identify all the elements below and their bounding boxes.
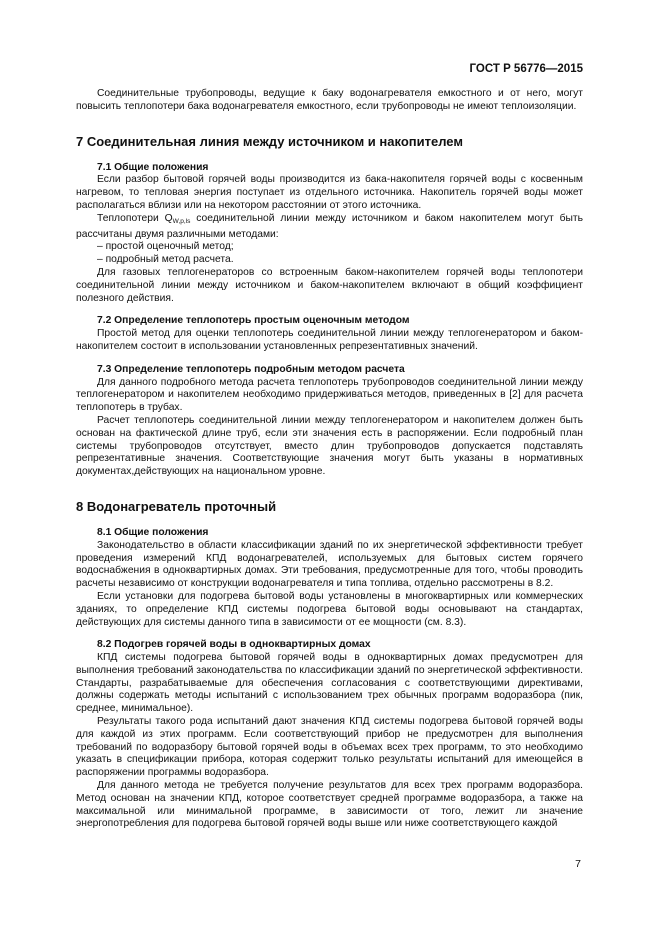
standard-header: ГОСТ Р 56776—2015 xyxy=(469,63,583,75)
section-7-title: 7 Соединительная линия между источником и накопителем xyxy=(76,133,463,149)
section-7-1-paragraph-3: Для газовых теплогенераторов со встроенным баком-накопителем горячей воды теплопотери соединительной линии между источником и баком-накопителем включают в общий коэффициент полезного действия. xyxy=(76,266,583,304)
section-7-1-paragraph-1: Если разбор бытовой горячей воды производится из бака-накопителя горячей воды с косвенным нагревом, то тепловая энергия поступает из отдельного источника. Накопитель горячей воды может располагаться вблизи или на некотором расстоянии от этого источника. xyxy=(76,174,583,211)
section-8-2-paragraph-1: КПД системы подогрева бытовой горячей воды в одноквартирных домах предусмотрен для выполнения требований законодательства по классификации зданий по энергетической эффективности. Стандарты, разрабатываемые для обеспечения согласования с соответствующими директивами, должны содержать методы испытаний с использованием трех обычных программ водоразбора (пик, среднее, минимальное). xyxy=(76,652,583,715)
section-8-1-title: 8.1 Общие положения xyxy=(97,526,209,538)
method-list-item-2: – подробный метод расчета. xyxy=(97,254,234,266)
heat-loss-text: соединительной линии между источником и баком накопителем могут быть рассчитаны двумя различными методами: xyxy=(76,212,583,240)
section-7-3-title: 7.3 Определение теплопотерь подробным методом расчета xyxy=(97,363,405,375)
section-8-2-paragraph-2: Результаты такого рода испытаний дают значения КПД системы подогрева бытовой горячей воды для каждой из этих программ. Если соответствующий прибор не предусмотрен для выполнения требований по водоразбору бытовой горячей воды в объемах всех трех программ, то это необходимо указать в спецификации прибора, которая содержит только результаты испытаний для имеющейся в распоряжении программы водоразбора. xyxy=(76,716,583,779)
heat-loss-subscript: W,p,ls xyxy=(172,217,191,225)
section-7-1-title: 7.1 Общие положения xyxy=(97,161,209,173)
intro-paragraph: Соединительные трубопроводы, ведущие к баку водонагревателя емкостного и от него, могут повысить теплопотери бака водонагревателя емкостного, если трубопроводы не имеют теплоизоляции. xyxy=(76,88,583,112)
section-7-3-paragraph-1: Для данного подробного метода расчета теплопотерь трубопроводов соединительной линии между теплогенератором и накопителем необходимо придерживаться методов, приведенных в [2] для расчета теплопотерь в трубах. xyxy=(76,376,583,414)
section-8-2-paragraph-3: Для данного метода не требуется получение результатов для всех трех программ водоразбора. Метод основан на значении КПД, которое соответствует средней программе водоразбора, а также на максимальной или минимальной программе, в зависимости от того, лежит ли значение энергопотребления для подогрева бытовой горячей воды выше или ниже соответствующего каждой xyxy=(76,780,583,830)
section-7-2-paragraph-1: Простой метод для оценки теплопотерь соединительной линии между теплогенератором и баком-накопителем состоит в использовании установленных репрезентативных значений. xyxy=(76,328,583,352)
section-7-1-paragraph-2 xyxy=(76,213,583,242)
page-number: 7 xyxy=(575,858,581,870)
section-7-2-title: 7.2 Определение теплопотерь простым оценочным методом xyxy=(97,315,410,327)
heat-loss-symbol: Теплопотери Q xyxy=(97,212,173,224)
section-8-title: 8 Водонагреватель проточный xyxy=(76,498,277,514)
section-8-1-paragraph-1: Законодательство в области классификации зданий по их энергетической эффективности требует проведения измерений КПД водонагревателей, используемых для бытовых систем горячего водоснабжения в одноквартирных домах. Эти требования, предусмотренные для того, чтобы проводить расчеты независимо от конструкции водонагревателя и типа топлива, отдельно рассмотрены в 8.2. xyxy=(76,539,583,590)
method-list-item-1: – простой оценочный метод; xyxy=(97,241,234,253)
section-8-1-paragraph-2: Если установки для подогрева бытовой воды установлены в многоквартирных или коммерческих зданиях, то определение КПД системы подогрева бытовой воды основывают на стандартах, действующих для системы данного типа в зависимости от ее мощности (см. 8.3). xyxy=(76,590,583,628)
page-content xyxy=(76,88,583,831)
section-8-2-title: 8.2 Подогрев горячей воды в одноквартирных домах xyxy=(97,639,371,651)
section-7-3-paragraph-2: Расчет теплопотерь соединительной линии между теплогенератором и накопителем должен быть основан на фактической длине труб, если эти значения есть в распоряжении. Если подробный план системы трубопроводов отсутствует, вместо длин трубопроводов допускается подставлять репрезентативные значения. Соответствующие значения могут быть указаны в нормативных документах,действующих на национальном уровне. xyxy=(76,414,583,478)
